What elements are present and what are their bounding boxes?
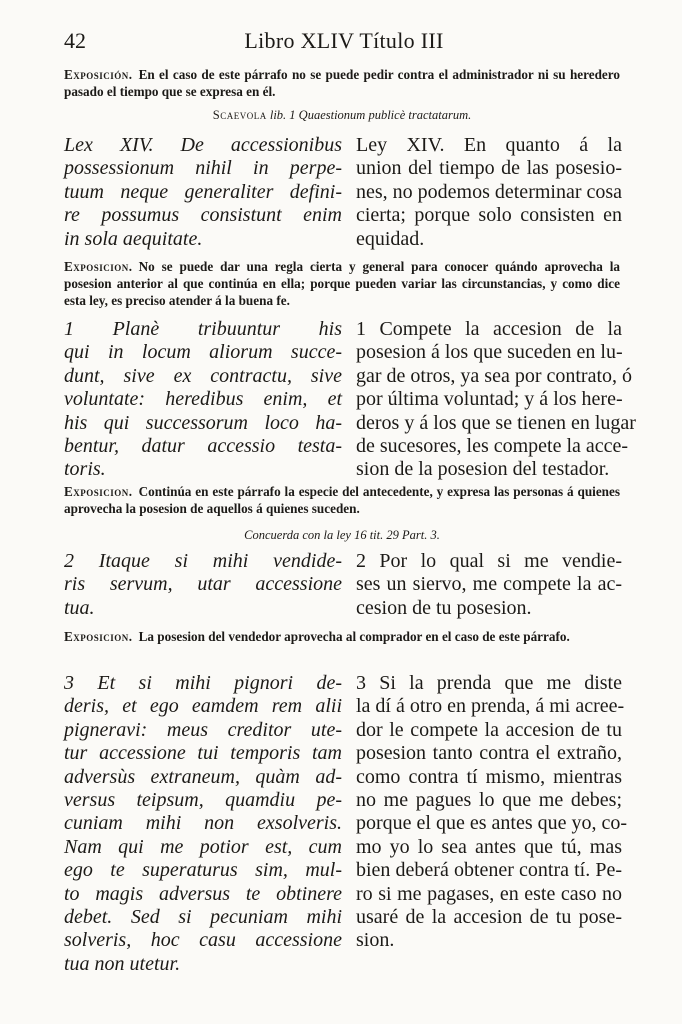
text-line: por última voluntad; y á los here- [356,388,623,411]
latin-column-3 [64,672,342,976]
text-line: ego te superaturus sim, mul- [64,859,342,882]
latin-column-lex [64,134,342,251]
text-line: tua. [64,596,95,619]
text-line: solveris, hoc casu accessione [64,929,342,952]
text-line: porque el que es antes que yo, co- [356,812,628,835]
text-line: versus teipsum, quamdiu pe- [64,788,342,811]
text-line: Nam qui me potior est, cum [64,835,342,858]
latin-column-2 [64,550,342,620]
text-line: 2 Por lo qual si me vendie- [356,550,622,572]
text-line: ses un siervo, me compete la ac- [356,573,622,596]
spanish-column-lex [356,134,622,251]
text-line: gar de otros, ya sea por contrato, ó [356,364,633,387]
text-line: tuum neque generaliter defini- [64,180,342,203]
text-line: in sola aequitate. [64,227,203,250]
text-line: pigneravi: meus creditor ute- [64,718,342,741]
concordance-note: Concuerda con la ley 16 tit. 29 Part. 3. [244,528,440,542]
text-line: deros y á los que se tienen en lugar [356,411,636,434]
exposition-lead: Exposición. [64,67,133,82]
exposition-3 [64,483,620,517]
exposition-text: Continúa en este párrafo la especie del antecedente, y expresa las personas á quienes aprovecha la posesion de aquellos á quienes suceden. [64,484,620,516]
text-line: cuniam mihi non exsolveris. [64,812,342,835]
spanish-column-2 [356,550,622,620]
text-line: 1 Planè tribuuntur his [64,318,342,340]
text-line: voluntate: heredibus enim, et [64,388,342,411]
text-line: posesion á los que suceden en lu- [356,341,623,364]
text-line: debet. Sed si pecuniam mihi [64,905,342,928]
exposition-lead: Exposicion. [64,484,133,499]
text-line: dunt, sive ex contractu, sive [64,364,342,387]
text-line: equidad. [356,227,425,250]
text-line: nes, no podemos determinar cosa [356,180,623,203]
text-line: usaré de la accesion de tu pose- [356,905,622,928]
text-line: tua non utetur. [64,952,181,975]
text-line: qui in locum aliorum succe- [64,341,342,364]
text-line: deris, et ego eamdem rem alii [64,695,342,718]
text-line: sion de la posesion del testador. [356,458,610,481]
text-line: union del tiempo de las posesio- [356,157,622,180]
text-line: 2 Itaque si mihi vendide- [64,550,342,572]
exposition-text: La posesion del vendedor aprovecha al comprador en el caso de este párrafo. [138,629,570,644]
running-title: Libro XLIV Título III [244,28,444,53]
source-author: Scaevola [212,108,267,122]
text-line: posesion tanto contra el extraño, [356,742,622,765]
text-line: sion. [356,929,395,952]
text-line: de sucesores, les compete la acce- [356,434,629,457]
exposition-1 [64,66,620,100]
text-line: 3 Et si mihi pignori de- [64,672,342,694]
exposition-4 [64,628,620,645]
latin-column-1 [64,318,342,482]
source-citation [64,108,620,123]
text-line: bien deberá obtener contra tí. Pe- [356,859,622,882]
page-number: 42 [64,28,86,53]
text-line: 3 Si la prenda que me diste [356,672,622,694]
page-header [64,28,624,58]
text-line: ris servum, utar accessione [64,573,342,596]
exposition-text: No se puede dar una regla cierta y general para conocer quándo aprovecha la posesion anterior al que continúa en ella; porque pueden variar las circunstancias, y como dice esta ley, es preciso atender á la buena fe. [64,259,620,308]
source-reference: lib. 1 Quaestionum publicè tractatarum. [269,108,472,122]
text-line: tur accessione tui temporis tam [64,742,342,765]
text-line: to magis adversus te obtinere [64,882,342,905]
exposition-2 [64,258,620,309]
text-line: his qui successorum loco ha- [64,411,342,434]
exposition-lead: Exposicion. [64,259,133,274]
text-line: possessionum nihil in perpe- [64,157,342,180]
text-line: la dí á otro en prenda, á mi acree- [356,695,625,718]
text-line: cierta; porque solo consisten en [356,204,622,227]
text-line: Lex XIV. De accessionibus [64,134,342,156]
text-line: toris. [64,458,106,481]
text-line: re possumus consistunt enim [64,204,342,227]
text-line: adversùs extraneum, quàm ad- [64,765,342,788]
text-line: ro si me pagases, en este caso no [356,882,622,905]
text-line: 1 Compete la accesion de la [356,318,622,340]
text-line: mo yo lo sea antes que tú, mas [356,835,622,858]
exposition-lead: Exposicion. [64,629,133,644]
text-line: como contra tí mismo, mientras [356,765,622,788]
text-line: Ley XIV. En quanto á la [356,134,622,156]
exposition-text: En el caso de este párrafo no se puede pedir contra el administrador ni su heredero pasado el tiempo que se expresa en él. [64,67,620,99]
spanish-column-3 [356,672,628,953]
text-line: cesion de tu posesion. [356,596,532,619]
text-line: bentur, datur accessio testa- [64,434,342,457]
text-line: dor le compete la accesion de tu [356,718,622,741]
spanish-column-1 [356,318,636,482]
text-line: no me pagues lo que me debes; [356,788,622,811]
